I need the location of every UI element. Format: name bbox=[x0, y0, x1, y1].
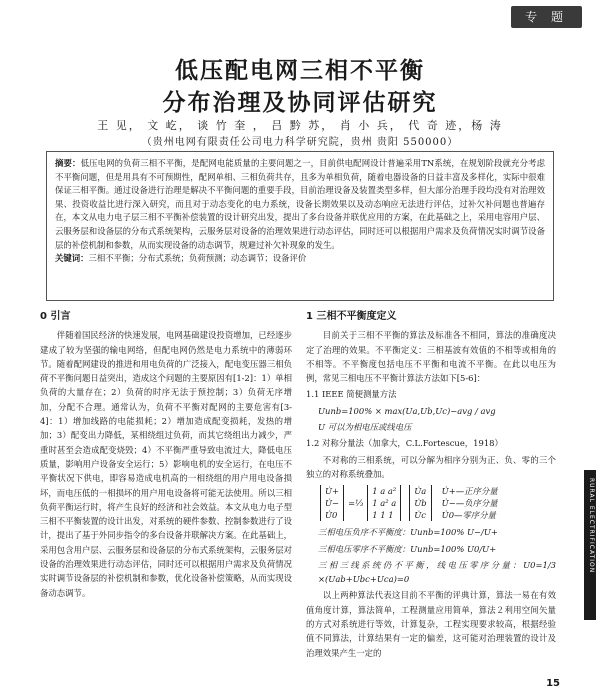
label-negative: U̇−—负序分量 bbox=[441, 498, 498, 509]
abstract-text: 低压电网的负荷三相不平衡，是配网电能质量的主要问题之一，目前供电配网设计普遍采用TN系统，在规划阶段就充分考虑不平衡问题，但是用具有不可预期性，配网单相、三相负荷共存，且多为单相负荷，随着电器设备的日益丰富及多样化，实际中很难保证三相平衡。通过设备进行治理是解决不平衡问题的重要手段，目前治理设备及装置类型多样，但大部分治理手段均没有对治理效果、投资收益比进行深入研究，而且对于动态变化的电力系统，设备长期效果以及动态响应无法进行评估，过补欠补问题也普遍存在，本文从电力电子层三相不平衡补偿装置的设计研究出发，提出了多台设备并联优应用的方案，在此基础之上，采用电容用户层、云服务层和设备层的分布式系统架构，云服务层对设备的治理效果进行动态评估，同时还可以根据用户需求及负荷情况实时调节设备层的补偿机制和参数，从而实现设备的动态调节，规避过补欠补现象的发生。 bbox=[55, 158, 545, 250]
section-heading-definition: 1 三相不平衡度定义 bbox=[306, 311, 397, 322]
keywords-label: 关键词： bbox=[55, 253, 89, 264]
page-number: 15 bbox=[546, 678, 560, 689]
definition-paragraph-3: 以上两种算法代表这目前不平衡的评典计算，算法一易在有效值角度计算，算法简单，工程测量应用简单，算法２利用空间矢量的方式对系统进行等效，计算复杂，工程实现要求较高，根据经验值不同算法，计算结果有一定的偏差，这可能对治理装置的设计及治理效果产生一定的 bbox=[306, 590, 556, 658]
abstract-box bbox=[46, 151, 554, 301]
authors: 王 见， 文 屹， 谈 竹 奎 ， 吕 黔 苏， 肖 小 兵， 代 奇 迹，杨 涛 bbox=[97, 119, 503, 132]
abstract-label: 摘要： bbox=[55, 158, 81, 168]
formula-note: U 可以为相电压或线电压 bbox=[318, 422, 412, 433]
keywords: 三相不平衡；分布式系统；负荷预测；动态调节；设备评价 bbox=[88, 253, 307, 264]
section-heading-intro: 0 引言 bbox=[40, 311, 71, 322]
subsection-symmetric: 1.2 对称分量法（加拿大，C.L.Fortescue，1918） bbox=[306, 438, 503, 449]
formula-system: 三相三线系统仍不平衡，线电压零序分量：U0=1/3 ×(Uab+Ubc+Uca)=0 bbox=[318, 559, 556, 585]
left-column bbox=[40, 310, 292, 690]
right-column bbox=[306, 310, 556, 690]
symmetric-matrix: U̇+ U̇− U̇0 =⅓ 1 a a² 1 a² a 1 1 1 U̇a U̇b U̇c U̇+—正序分量 U̇−—负序分量 U̇0—零序分量 bbox=[316, 485, 556, 521]
section-badge: 专 题 bbox=[511, 6, 582, 28]
title-line-1: 低压配电网三相不平衡 bbox=[175, 58, 425, 84]
affiliation: （贵州电网有限责任公司电力科学研究院，贵州 贵阳 550000） bbox=[141, 137, 459, 148]
formula-zero: 三相电压零序不平衡度：Uunb=100% U0/U+ bbox=[318, 543, 497, 554]
subsection-ieee: 1.1 IEEE 简便测量方法 bbox=[306, 389, 397, 400]
label-positive: U̇+—正序分量 bbox=[441, 486, 498, 497]
label-zero: U̇0—零序分量 bbox=[441, 510, 496, 521]
definition-paragraph-1: 目前关于三相不平衡的算法及标准各不相同，算法的准确度决定了治理的效果。不平衡定义：三相基波有效值的不相等或相角的不相等。不平衡度包括电压不平衡和电流不平衡。在此以电压为例，常见三相电压不平衡计算法方法如下[5-6]： bbox=[306, 330, 556, 384]
formula-ieee: Uunb=100% × max(Ua,Ub,Uc)−avg / avg bbox=[318, 405, 496, 416]
formula-negative: 三相电压负序不平衡度：Uunb=100% U−/U+ bbox=[318, 527, 498, 538]
intro-paragraph: 伴随着国民经济的快速发展，电网基础建设投资增加，已经逐步建成了较为坚强的输电网络，但配电网仍然是电力系统中的薄弱环节。随着配网建设的推进和用电负荷的广泛接入，配电变压器三相负荷不平衡问题日益突出，造成这个问题的主要原因有[1-2]：1）单相负荷的大量存在；2）负荷的时序无法于预控制；3）负荷无序增加，分配不合理。通常认为，负荷不平衡对配网的主要危害有[3-4]：1）增加线路的电能损耗；2）增加造成配变损耗，发热的增加；3）配变出力降低，某相绕组过负荷，而其它绕组出力减少，严重时甚至会造成配变烧毁；4）不平衡严重导致电流过大，降低电压质量，影响用户设备安全运行；5）影响电机的安全运行，在电压不平衡状况下供电，即容易造成电机高的一相绕组的用户用电设备损坏，而电压低的一相损坏的用户用电设备将可能无法使用。所以三相负荷平衡运行时，将产生良好的经济和社会效益。本文从电力电子型三相不平衡装置的设计出发，对系统的硬件参数、控制参数进行了设计，提出了基于外同步指令的多台设备并联解决方案。在此基础上，采用包含用户层、云服务层和设备层的分布式系统架构，云服务层对设备的治理效果进行动态评估，同时还可以根据用户需求及负荷情况实时调节设备层的补偿机制和参数，优化设备补偿策略，从而实现设备动态调节。 bbox=[40, 330, 292, 598]
title-line-2: 分布治理及协同评估研究 bbox=[162, 90, 438, 116]
side-tab-text: RURAL ELECTRIFICATION bbox=[588, 478, 595, 574]
definition-paragraph-2: 不对称的三相系统，可以分解为相序分别为正、负、零的三个独立的对称系统叠加。 bbox=[306, 454, 556, 479]
